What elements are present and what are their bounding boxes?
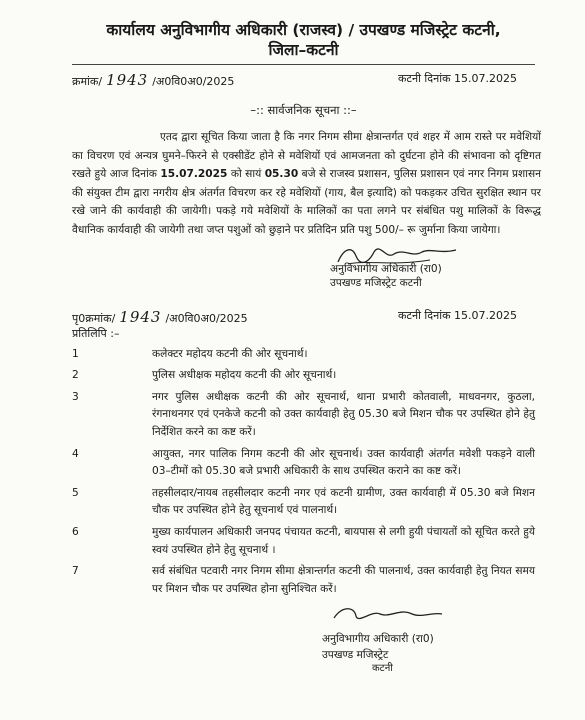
copy-number: 6 bbox=[72, 525, 79, 538]
list-item bbox=[72, 346, 535, 364]
reference-line-1 bbox=[72, 67, 535, 89]
ref2-suffix: /अ0वि0अ0/2025 bbox=[165, 311, 248, 325]
signature-2-title-3: कटनी bbox=[372, 663, 393, 675]
office-header bbox=[72, 0, 535, 60]
signature-2-title-2: उपखण्ड मजिस्ट्रेट bbox=[322, 649, 389, 662]
notice-text-3: बजे से राजस्व प्रशासन, पुलिस प्रशासन एवं नगर निगम प्रशासन की संयुक्त टीम द्वारा नगरीय क्षेत्र अंतर्गत विचरण कर रहे मवेशियों (गाय, बैल इत्यादि) को पकड़कर उचित सुरक्षित स्थान पर रखे जाने की कार्यवाही की जायेगी। पकड़े गये मवेशियों के मालिकों का पता लगने पर संबंधित पशु मालिकों के विरूद्ध वैधानिक कार्यवाही की जायेगी तथा जप्त पशुओं को छुड़ाने पर प्रतिदिन प्रति पशु 500/– रू जुर्माना किया जायेगा। bbox=[72, 168, 541, 236]
place-date-2: कटनी दिनांक 15.07.2025 bbox=[397, 308, 517, 322]
signature-block-2 bbox=[72, 602, 535, 682]
copy-number: 3 bbox=[72, 390, 79, 403]
place-date-1: कटनी दिनांक 15.07.2025 bbox=[397, 72, 517, 85]
list-item bbox=[72, 563, 535, 598]
copy-text: सर्व संबंधित पटवारी नगर निगम सीमा क्षेत्रान्तर्गत कटनी की पालनार्थ, उक्त कार्यवाही हेतु नियत समय पर मिशन चौक पर उपस्थित होना सुनिश्चित करें। bbox=[152, 565, 535, 595]
notice-text-2: को सायं bbox=[227, 168, 265, 181]
reference-number-2 bbox=[72, 308, 248, 326]
ref2-handwritten-number: 1943 bbox=[119, 307, 162, 326]
copy-number: 4 bbox=[72, 447, 79, 460]
copy-label: प्रतिलिपि :– bbox=[72, 326, 120, 340]
reference-number-1 bbox=[72, 71, 234, 89]
notice-body bbox=[72, 128, 541, 240]
header-rule bbox=[72, 64, 535, 65]
notice-text-1: एतद द्वारा सूचित किया जाता है कि नगर निगम सीमा क्षेत्रान्तर्गत एवं शहर में आम रास्ते पर मवेशियों का विचरण एवं अन्यत्र घुमने–फिरने से एक्सीडेंट होने से मवेशियों एवं आमजनता को दुर्घटना होने की संभावना को दृष्टिगत रखते हुये आज दिनांक bbox=[72, 131, 541, 181]
notice-heading: –:: सार्वजनिक सूचना ::– bbox=[250, 103, 357, 117]
copy-text: तहसीलदार/नायब तहसीलदार कटनी नगर एवं कटनी ग्रामीण, उक्त कार्यवाही में 05.30 बजे मिशन चौक पर उपस्थित होने हेतु सूचनार्थ एवं पालनार्थ। bbox=[152, 486, 535, 517]
list-item bbox=[72, 485, 535, 520]
copy-text: पुलिस अधीक्षक महोदय कटनी की ओर सूचनार्थ। bbox=[152, 369, 337, 382]
signature-block-1 bbox=[72, 244, 535, 296]
signature-2-title-1: अनुविभागीय अधिकारी (रा0) bbox=[322, 633, 434, 646]
copy-number: 1 bbox=[72, 347, 79, 360]
copy-number: 5 bbox=[72, 486, 79, 499]
office-line-2: जिला–कटनी bbox=[268, 41, 339, 59]
ref2-prefix: पृ0क्रमांक/ bbox=[72, 311, 116, 325]
ref1-suffix: /अ0वि0अ0/2025 bbox=[152, 75, 235, 88]
list-item bbox=[72, 389, 535, 442]
notice-date: 15.07.2025 bbox=[160, 168, 228, 181]
copy-text: आयुक्त, नगर पालिक निगम कटनी की ओर सूचनार्थ। उक्त कार्यवाही अंतर्गत मवेशी पकड़ने वाली 03–टीमों को 05.30 बजे प्रभारी अधिकारी के साथ उपस्थित कराने का कष्ट करें। bbox=[152, 447, 535, 478]
signature-scribble-2 bbox=[328, 602, 448, 628]
copy-text: मुख्य कार्यपालन अधिकारी जनपद पंचायत कटनी, बायपास से लगी हुयी पंचायतों को सूचित करते हुये स्वयं उपस्थित होने हेतु सूचनार्थ । bbox=[152, 525, 535, 556]
ref1-handwritten-number: 1943 bbox=[106, 71, 149, 89]
copy-text: कलेक्टर महोदय कटनी की ओर सूचनार्थ। bbox=[152, 347, 308, 360]
copy-number: 7 bbox=[72, 565, 79, 578]
reference-line-2 bbox=[72, 306, 535, 326]
office-line-1: कार्यालय अनुविभागीय अधिकारी (राजस्व) / उपखण्ड मजिस्ट्रेट कटनी, bbox=[106, 21, 501, 39]
copy-list bbox=[72, 346, 535, 599]
signature-1-title-1: अनुविभागीय अधिकारी (रा0) bbox=[330, 262, 442, 275]
copy-text: नगर पुलिस अधीक्षक कटनी की ओर सूचनार्थ, थाना प्रभारी कोतवाली, माधवनगर, कुठला, रंगनाथनगर एवं एनकेजे कटनी को उक्त कार्यवाही हेतु 05.30 बजे मिशन चौक पर उपस्थित होने हेतु निर्देशित करने का कष्ट करें। bbox=[152, 390, 535, 438]
notice-time: 05.30 bbox=[264, 168, 299, 181]
list-item bbox=[72, 446, 535, 481]
ref1-prefix: क्रमांक/ bbox=[72, 75, 103, 88]
copy-number: 2 bbox=[72, 369, 79, 382]
list-item bbox=[72, 524, 535, 559]
signature-1-title-2: उपखण्ड मजिस्ट्रेट कटनी bbox=[330, 276, 422, 289]
list-item bbox=[72, 367, 535, 385]
